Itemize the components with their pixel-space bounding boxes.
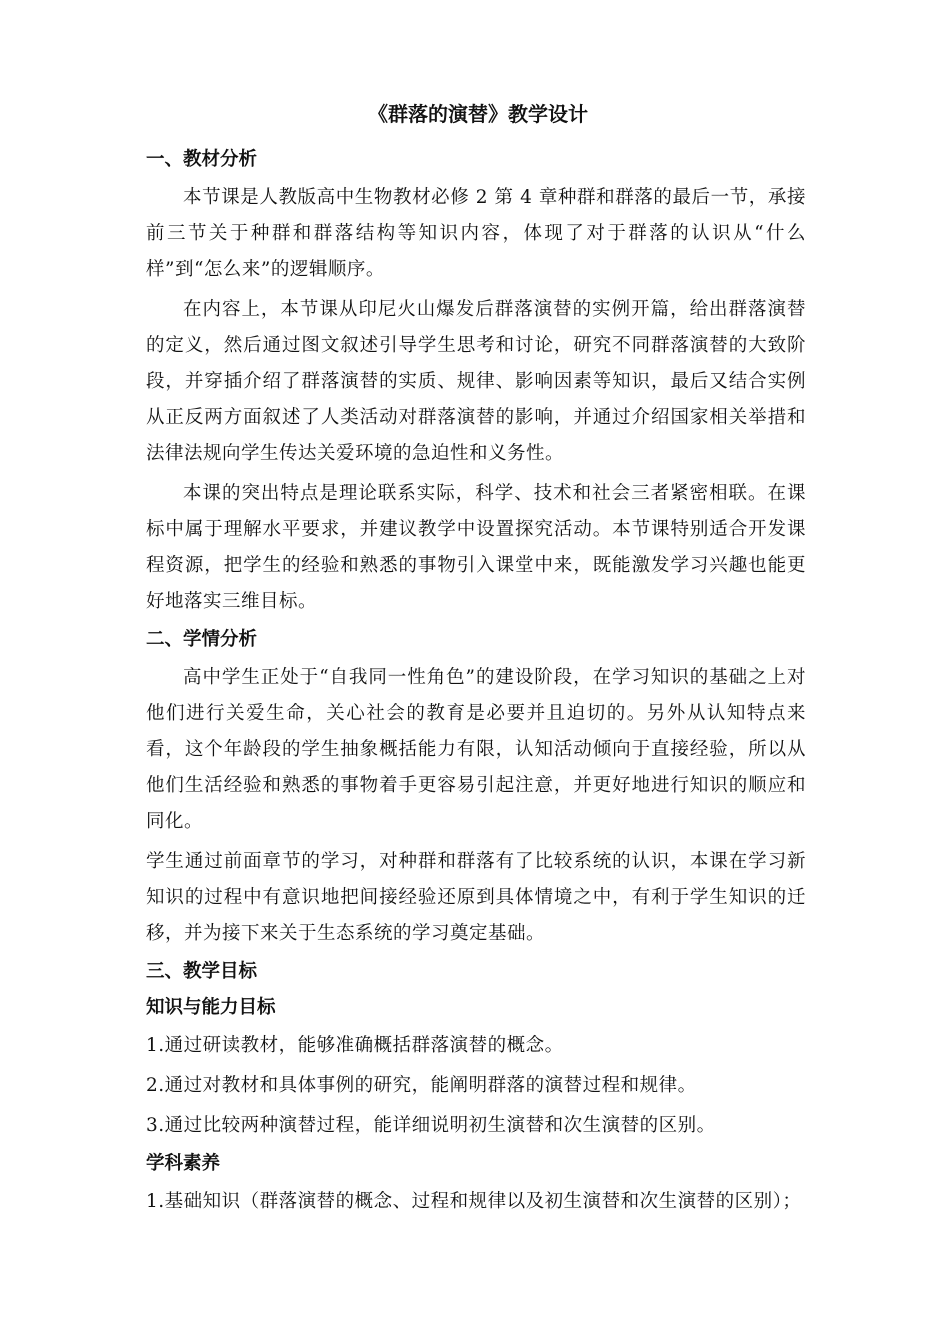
literacy-item: 1.基础知识（群落演替的概念、过程和规律以及初生演替和次生演替的区别）； xyxy=(146,1191,802,1212)
sub-heading-subject-literacy: 学科素养 xyxy=(146,1153,221,1174)
objective-item: 1.通过研读教材，能够准确概括群落演替的概念。 xyxy=(146,1035,564,1056)
section-heading-learner-analysis: 二、学情分析 xyxy=(146,629,258,650)
paragraph: 本节课是人教版高中生物教材必修 2 第 4 章种群和群落的最后一节，承接前三节关于种群和群落结构等知识内容，体现了对于群落的认识从“什么样”到“怎么来”的逻辑顺序。 xyxy=(146,187,806,280)
sub-heading-knowledge-ability: 知识与能力目标 xyxy=(146,997,276,1018)
document-title: 《群落的演替》教学设计 xyxy=(368,102,588,126)
paragraph: 学生通过前面章节的学习，对种群和群落有了比较系统的认识，本课在学习新知识的过程中有意识地把间接经验还原到具体情境之中，有利于学生知识的迁移，并为接下来关于生态系统的学习奠定基础。 xyxy=(146,851,806,944)
section-heading-teaching-objectives: 三、教学目标 xyxy=(146,961,258,982)
objective-item: 3.通过比较两种演替过程，能详细说明初生演替和次生演替的区别。 xyxy=(146,1115,716,1136)
paragraph: 高中学生正处于“自我同一性角色”的建设阶段，在学习知识的基础之上对他们进行关爱生命，关心社会的教育是必要并且迫切的。另外从认知特点来看，这个年龄段的学生抽象概括能力有限，认知活动倾向于直接经验，所以从他们生活经验和熟悉的事物着手更容易引起注意，并更好地进行知识的顺应和同化。 xyxy=(146,667,806,832)
paragraph: 在内容上，本节课从印尼火山爆发后群落演替的实例开篇，给出群落演替的定义，然后通过图文叙述引导学生思考和讨论，研究不同群落演替的大致阶段，并穿插介绍了群落演替的实质、规律、影响因素等知识，最后又结合实例从正反两方面叙述了人类活动对群落演替的影响，并通过介绍国家相关举措和法律法规向学生传达关爱环境的急迫性和义务性。 xyxy=(146,299,806,464)
paragraph: 本课的突出特点是理论联系实际，科学、技术和社会三者紧密相联。在课标中属于理解水平要求，并建议教学中设置探究活动。本节课特别适合开发课程资源，把学生的经验和熟悉的事物引入课堂中来，既能激发学习兴趣也能更好地落实三维目标。 xyxy=(146,483,806,612)
section-heading-textbook-analysis: 一、教材分析 xyxy=(146,149,258,170)
objective-item: 2.通过对教材和具体事例的研究，能阐明群落的演替过程和规律。 xyxy=(146,1075,697,1096)
document-page xyxy=(146,100,806,1224)
